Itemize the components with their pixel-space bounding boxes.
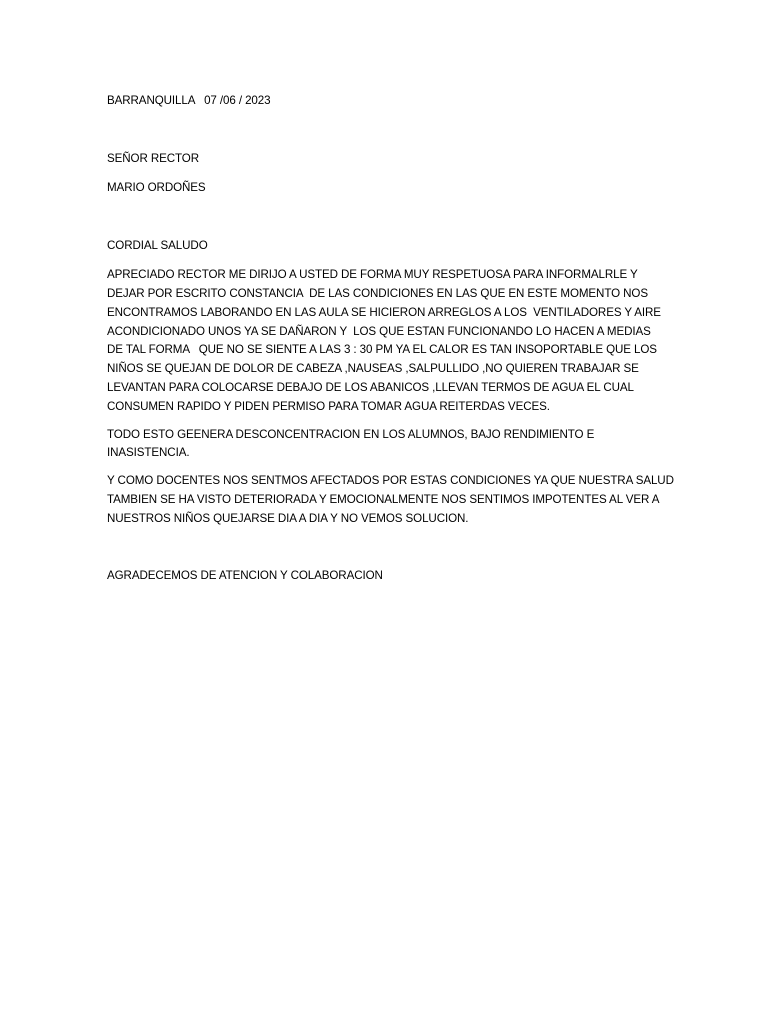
recipient-title-line: SEÑOR RECTOR — [107, 151, 199, 165]
date-line: BARRANQUILLA 07 /06 / 2023 — [107, 94, 271, 107]
paragraph-consequences — [107, 426, 667, 464]
paragraph-line: DE TAL FORMA QUE NO SE SIENTE A LAS 3 : 30 PM YA EL CALOR ES TAN INSOPORTABLE QUE LOS — [107, 343, 657, 357]
paragraph-line: ENCONTRAMOS LABORANDO EN LAS AULA SE HICIERON ARREGLOS A LOS VENTILADORES Y AIRE — [107, 305, 661, 319]
greeting-line: CORDIAL SALUDO — [107, 239, 208, 253]
paragraph-line: NIÑOS SE QUEJAN DE DOLOR DE CABEZA ,NAUSEAS ,SALPULLIDO ,NO QUIEREN TRABAJAR SE — [107, 362, 639, 376]
paragraph-line: DEJAR POR ESCRITO CONSTANCIA DE LAS CONDICIONES EN LAS QUE EN ESTE MOMENTO NOS — [107, 286, 648, 300]
paragraph-line: TAMBIEN SE HA VISTO DETERIORADA Y EMOCIONALMENTE NOS SENTIMOS IMPOTENTES AL VER A — [107, 492, 660, 506]
closing-line: AGRADECEMOS DE ATENCION Y COLABORACION — [107, 568, 383, 582]
paragraph-line: LEVANTAN PARA COLOCARSE DEBAJO DE LOS ABANICOS ,LLEVAN TERMOS DE AGUA EL CUAL — [107, 380, 634, 394]
closing — [107, 567, 667, 586]
paragraph-conditions — [107, 266, 667, 416]
paragraph-line: NUESTROS NIÑOS QUEJARSE DIA A DIA Y NO VEMOS SOLUCION. — [107, 511, 469, 525]
letter-body — [107, 92, 674, 585]
recipient-name-line: MARIO ORDOÑES — [107, 180, 206, 194]
paragraph-line: ACONDICIONADO UNOS YA SE DAÑARON Y LOS QUE ESTAN FUNCIONANDO LO HACEN A MEDIAS — [107, 324, 651, 338]
paragraph-line: INASISTENCIA. — [107, 446, 190, 460]
letter-date — [107, 92, 667, 111]
paragraph-teachers — [107, 472, 674, 528]
recipient-title — [107, 150, 667, 169]
paragraph-line: Y COMO DOCENTES NOS SENTMOS AFECTADOS POR ESTAS CONDICIONES YA QUE NUESTRA SALUD — [107, 474, 674, 488]
greeting — [107, 237, 667, 256]
paragraph-line: CONSUMEN RAPIDO Y PIDEN PERMISO PARA TOMAR AGUA REITERDAS VECES. — [107, 399, 550, 413]
recipient-name — [107, 179, 667, 198]
paragraph-line: APRECIADO RECTOR ME DIRIJO A USTED DE FORMA MUY RESPETUOSA PARA INFORMALRLE Y — [107, 268, 638, 282]
paragraph-line: TODO ESTO GEENERA DESCONCENTRACION EN LOS ALUMNOS, BAJO RENDIMIENTO E — [107, 427, 595, 441]
